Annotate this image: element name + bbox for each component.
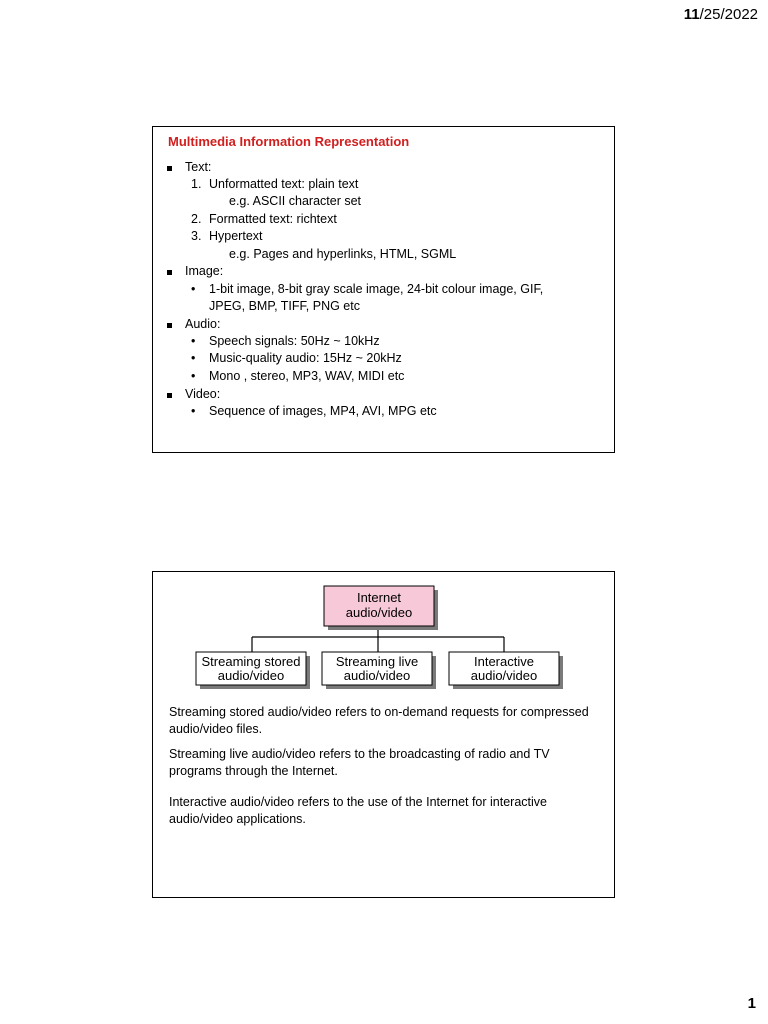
- list-item-audio: [185, 317, 220, 331]
- list-item: [191, 404, 437, 418]
- child-box-streaming-stored: [196, 652, 310, 689]
- list-item-video: [185, 387, 220, 401]
- list-item: [191, 177, 359, 191]
- item-number: 3.: [191, 229, 202, 243]
- page-date: [684, 6, 758, 23]
- image-heading: Image:: [185, 264, 224, 278]
- list-item: [191, 334, 380, 348]
- child-line2: audio/video: [217, 668, 285, 683]
- list-item: [191, 369, 405, 383]
- bullet-icon: •: [191, 369, 196, 383]
- square-bullet-icon: [167, 270, 172, 275]
- child-line1: Interactive: [474, 654, 534, 669]
- child-box-interactive: [449, 652, 563, 689]
- square-bullet-icon: [167, 393, 172, 398]
- paragraph-streaming-stored: Streaming stored audio/video refers to on-demand requests for compressed audio/video files.: [169, 705, 589, 736]
- item-number: 1.: [191, 177, 202, 191]
- item-label: Sequence of images, MP4, AVI, MPG etc: [209, 404, 437, 418]
- slide-title: Multimedia Information Representation: [168, 134, 410, 149]
- child-line1: Streaming live: [335, 654, 419, 669]
- bullet-icon: •: [191, 282, 196, 296]
- square-bullet-icon: [167, 323, 172, 328]
- list-item: [191, 229, 263, 243]
- text-heading: Text:: [185, 160, 212, 174]
- square-bullet-icon: [167, 166, 172, 171]
- audio-heading: Audio:: [185, 317, 221, 331]
- item-label: Hypertext: [209, 229, 263, 243]
- page-number: 1: [747, 995, 756, 1012]
- item-label: Speech signals: 50Hz ~ 10kHz: [209, 334, 380, 348]
- item-example: e.g. Pages and hyperlinks, HTML, SGML: [229, 247, 457, 261]
- video-heading: Video:: [185, 387, 221, 401]
- child-line1: Streaming stored: [201, 654, 301, 669]
- root-line1: Internet: [356, 590, 402, 605]
- bullet-icon: •: [191, 334, 196, 348]
- item-example: e.g. ASCII character set: [229, 194, 362, 208]
- list-item-text: [185, 160, 211, 174]
- child-line2: audio/video: [343, 668, 411, 683]
- paragraph-streaming-live: Streaming live audio/video refers to the broadcasting of radio and TV programs through the Internet.: [169, 747, 550, 778]
- item-label: Music-quality audio: 15Hz ~ 20kHz: [209, 351, 402, 365]
- root-box: [324, 586, 438, 630]
- root-line2: audio/video: [345, 605, 413, 620]
- list-item: [191, 212, 337, 226]
- item-continuation: JPEG, BMP, TIFF, PNG etc: [209, 299, 360, 313]
- bullet-icon: •: [191, 404, 196, 418]
- item-label: Formatted text: richtext: [209, 212, 337, 226]
- item-label: 1-bit image, 8-bit gray scale image, 24-bit colour image, GIF,: [209, 282, 544, 296]
- item-number: 2.: [191, 212, 202, 226]
- date-month: 11: [683, 6, 700, 23]
- list-item: [191, 282, 544, 296]
- slide-internet-audio-video: [152, 571, 615, 898]
- slide-multimedia-representation: [152, 126, 615, 453]
- child-line2: audio/video: [470, 668, 538, 683]
- paragraph-interactive: Interactive audio/video refers to the use of the Internet for interactive audio/video applications.: [169, 795, 547, 826]
- list-item: [191, 351, 402, 365]
- bullet-icon: •: [191, 351, 196, 365]
- list-item-image: [185, 264, 223, 278]
- item-label: Mono , stereo, MP3, WAV, MIDI etc: [209, 369, 405, 383]
- child-box-streaming-live: [322, 652, 436, 689]
- date-rest: /25/2022: [699, 6, 758, 23]
- item-label: Unformatted text: plain text: [209, 177, 359, 191]
- internet-av-diagram: [181, 582, 593, 692]
